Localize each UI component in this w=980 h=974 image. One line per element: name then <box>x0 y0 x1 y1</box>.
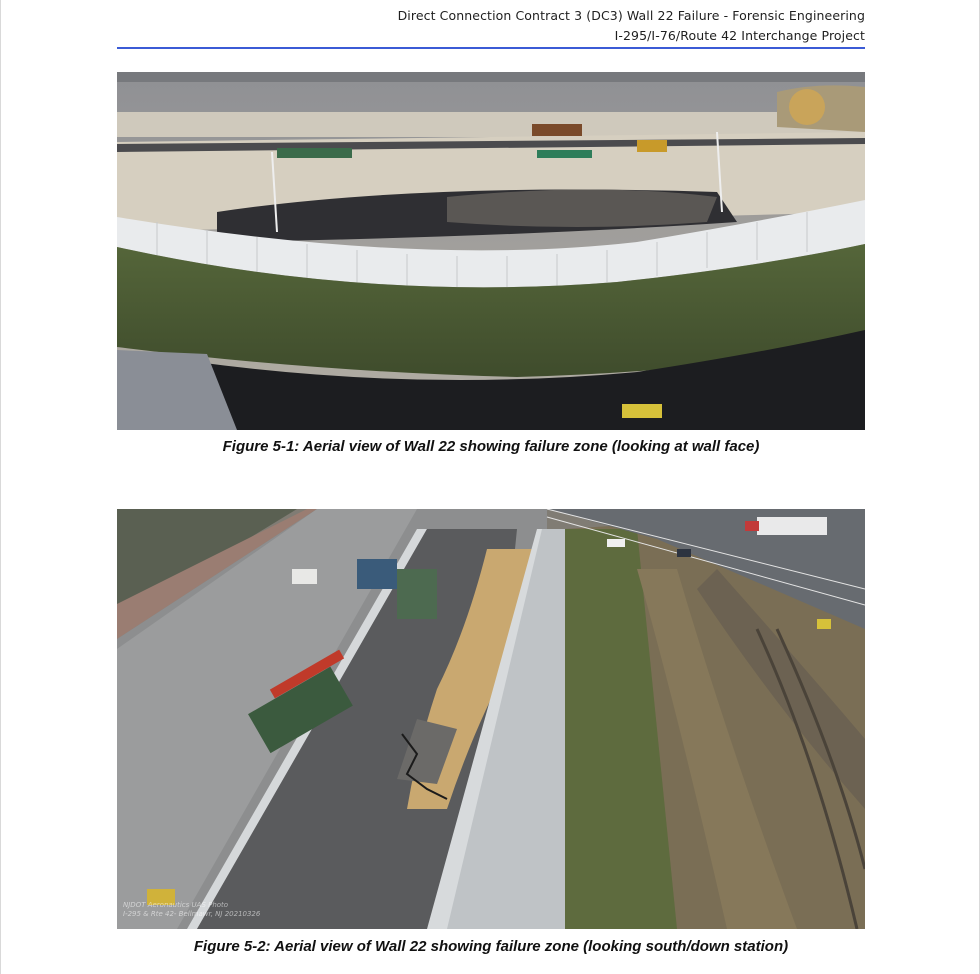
header-subtitle: I-295/I-76/Route 42 Interchange Project <box>614 28 865 43</box>
figure-5-2-photo <box>117 509 865 929</box>
figure-5-1-caption: Figure 5-1: Aerial view of Wall 22 showing failure zone (looking at wall face) <box>222 438 760 455</box>
figure-5-1-photo <box>117 72 865 430</box>
header-rule <box>117 47 865 49</box>
header-title: Direct Connection Contract 3 (DC3) Wall 22 Failure - Forensic Engineering <box>397 8 865 23</box>
page-header <box>117 6 865 46</box>
figure-5-2-caption: Figure 5-2: Aerial view of Wall 22 showing failure zone (looking south/down station) <box>193 938 789 955</box>
photo-watermark-line-1: NJDOT Aeronautics UAS Photo <box>123 901 229 909</box>
page-edge-left <box>0 0 1 974</box>
photo-watermark-line-2: I-295 & Rte 42- Bellmawr, NJ 20210326 <box>123 910 261 918</box>
photo-watermark <box>123 901 260 919</box>
